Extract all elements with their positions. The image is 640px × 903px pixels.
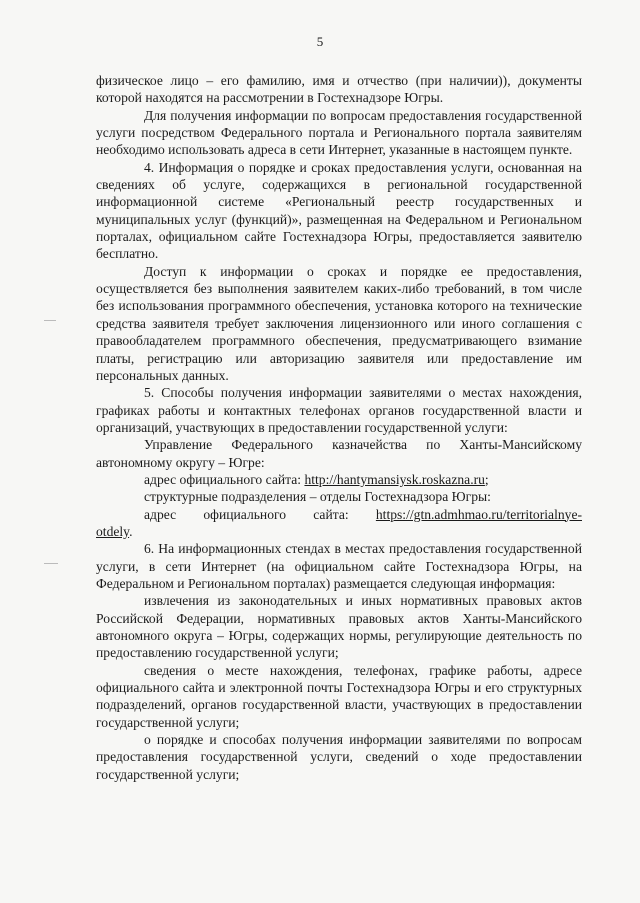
paragraph-10: 6. На информационных стендах в местах предоставления государственной услуги, в сети Интернет (на официальном сайте Гостехнадзора Югры, на Федеральном и Региональном порталах) размещается следующая информация:: [96, 541, 582, 591]
paragraph-11: извлечения из законодательных и иных нормативных правовых актов Российской Федерации, нормативных правовых актов Ханты-Мансийского автономного округа – Югры, содержащих нормы, регулирующие деятельность по предоставлению государственной услуги;: [96, 593, 582, 661]
site-label-word: официального: [203, 506, 287, 522]
page-number: 5: [316, 34, 324, 49]
paragraph-4: Доступ к информации о сроках и порядке ее предоставления, осуществляется без выполнения заявителем каких-либо требований, в том числе без использования программного обеспечения, установка которого на технические средства заявителя требует заключения лицензионного или иного соглашения с правообладателем программного обеспечения, предусматривающего взимание платы, регистрацию или авторизацию заявителя или предоставление им персональных данных.: [96, 263, 582, 383]
site-label: адрес официального сайта:: [144, 471, 305, 487]
punctuation: .: [129, 523, 133, 539]
gtn-link-part[interactable]: https://gtn.admhmao.ru/territorialnye-: [375, 506, 582, 522]
paragraph-12: сведения о месте нахождения, телефонах, графике работы, адресе официального сайта и электронной почты Гостехнадзора Югры и его структурных подразделений, органов государственной власти, участвующих в предоставлении государственной услуги;: [96, 662, 582, 730]
paragraph-9-continued: [96, 523, 582, 540]
paragraph-2: Для получения информации по вопросам предоставления государственной услуги посредством Федерального портала и Регионального портала заявителям необходимо использовать адреса в сети Интернет, указанные в настоящем пункте.: [96, 107, 582, 158]
paragraph-5: 5. Способы получения информации заявителями о местах нахождения, графиках работы и контактных телефонах органов государственной власти и организаций, участвующих в предоставлении государственной услуги:: [96, 385, 582, 435]
paragraph-3: 4. Информация о порядке и сроках предоставления услуги, основанная на сведениях об услуге, содержащихся в региональной государственной информационной системе «Региональный реестр государственных и муниципальных услуг (функций)», размещенная на Федеральном и Региональном порталах, официальном сайте Гостехнадзора Югры, предоставляется заявителю бесплатно.: [96, 159, 582, 262]
document-body: [96, 72, 582, 783]
paragraph-9-line: [96, 506, 582, 523]
roskazna-link[interactable]: http://hantymansiysk.roskazna.ru: [304, 471, 485, 487]
paragraph-6: Управление Федерального казначейства по Ханты-Мансийскому автономному округу – Югре:: [96, 437, 582, 470]
paragraph-7: [96, 471, 582, 488]
paragraph-13: о порядке и способах получения информации заявителями по вопросам предоставления государственной услуги, сведений о ходе предоставлении государственной услуги;: [96, 732, 582, 782]
paragraph-1: физическое лицо – его фамилию, имя и отчество (при наличии)), документы которой находятся на рассмотрении в Гостехнадзоре Югры.: [96, 73, 582, 106]
gtn-link-part[interactable]: otdely: [96, 523, 130, 539]
margin-mark: [44, 563, 58, 564]
paragraph-8: структурные подразделения – отделы Гостехнадзора Югры:: [144, 489, 491, 505]
punctuation: ;: [484, 471, 489, 487]
site-label-word: сайта:: [313, 506, 349, 522]
margin-mark: [44, 320, 56, 321]
site-label-word: адрес: [144, 506, 177, 522]
